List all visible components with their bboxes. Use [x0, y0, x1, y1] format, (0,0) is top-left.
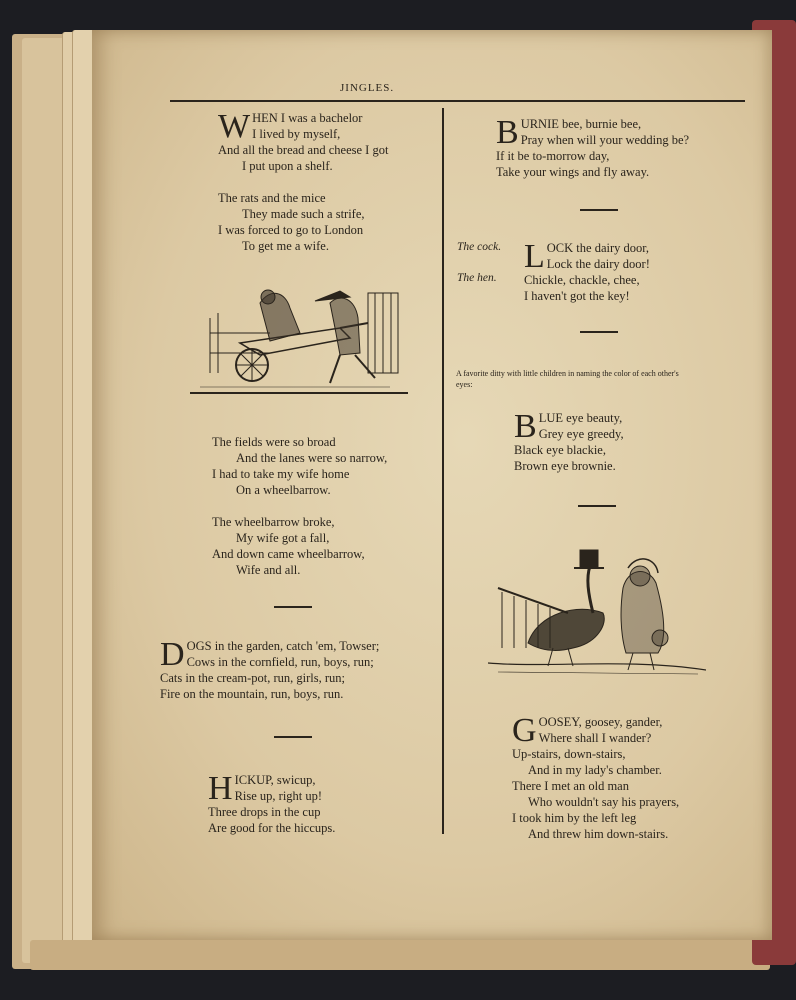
poem-line: Black eye blackie, — [514, 443, 606, 457]
drop-cap: L — [524, 238, 545, 275]
label-hen: The hen. — [457, 272, 497, 284]
eye-color-note-line2: eyes: — [456, 380, 473, 389]
drop-cap: B — [514, 408, 537, 445]
poem-dogs — [160, 636, 380, 702]
section-separator — [274, 606, 312, 608]
poem-line: To get me a wife. — [242, 239, 329, 253]
drop-cap: B — [496, 114, 519, 151]
poem-goosey — [512, 714, 679, 842]
eye-color-note-line1: A favorite ditty with little children in naming the color of each other's — [456, 369, 679, 378]
poem-line: URNIE bee, burnie bee, — [520, 117, 642, 131]
poem-line: Where shall I wander? — [538, 731, 652, 745]
poem-line: They made such a strife, — [242, 207, 365, 221]
poem-line: I had to take my wife home — [212, 467, 350, 481]
poem-line: OCK the dairy door, — [546, 241, 650, 255]
poem-line: There I met an old man — [512, 779, 629, 793]
poem-line: And threw him down-stairs. — [528, 827, 669, 841]
poem-line: I was forced to go to London — [218, 223, 364, 237]
poem-line: I took him by the left leg — [512, 811, 637, 825]
drop-cap: W — [218, 108, 251, 145]
poem-line: Who wouldn't say his prayers, — [528, 795, 680, 809]
poem-line: ICKUP, swicup, — [234, 773, 316, 787]
poem-line: I put upon a shelf. — [242, 159, 333, 173]
poem-line: I haven't got the key! — [524, 289, 630, 303]
poem-lock — [524, 238, 650, 304]
poem-line: And down came wheelbarrow, — [212, 547, 365, 561]
drop-cap: H — [208, 770, 233, 807]
drop-cap: G — [512, 712, 537, 749]
section-separator — [580, 209, 618, 211]
poem-hickup — [208, 772, 335, 836]
poem-line: Wife and all. — [236, 563, 301, 577]
poem-line: Chickle, chackle, chee, — [524, 273, 640, 287]
header-rule — [170, 100, 745, 102]
poem-line: Cats in the cream-pot, run, girls, run; — [160, 671, 346, 685]
poem-line: My wife got a fall, — [236, 531, 330, 545]
poem-line: LUE eye beauty, — [538, 411, 623, 425]
column-rule — [442, 108, 444, 834]
poem-line: Cows in the cornfield, run, boys, run; — [186, 655, 374, 669]
wheelbarrow-illustration — [190, 283, 408, 403]
label-cock: The cock. — [457, 241, 502, 253]
poem-line: And all the bread and cheese I got — [218, 143, 389, 157]
poem-line: And the lanes were so narrow, — [236, 451, 388, 465]
poem-line: Brown eye brownie. — [514, 459, 616, 473]
poem-bachelor-part1 — [218, 110, 388, 254]
poem-line: If it be to-morrow day, — [496, 149, 610, 163]
poem-line: OOSEY, goosey, gander, — [538, 715, 663, 729]
running-head: JINGLES. — [340, 82, 395, 94]
page-bottom-edge — [30, 940, 770, 970]
poem-bachelor-part2 — [212, 434, 387, 578]
poem-line: Up-stairs, down-stairs, — [512, 747, 626, 761]
poem-line: The wheelbarrow broke, — [212, 515, 335, 529]
poem-line: On a wheelbarrow. — [236, 483, 331, 497]
poem-line: OGS in the garden, catch 'em, Towser; — [186, 639, 380, 653]
section-separator — [578, 505, 616, 507]
poem-line: I lived by myself, — [252, 127, 341, 141]
poem-line: Grey eye greedy, — [538, 427, 624, 441]
poem-line: Fire on the mountain, run, boys, run. — [160, 687, 344, 701]
poem-line: HEN I was a bachelor — [252, 111, 363, 125]
poem-line: Are good for the hiccups. — [208, 821, 336, 835]
drop-cap: D — [160, 636, 185, 673]
poem-blue-eye — [514, 408, 624, 474]
section-separator — [580, 331, 618, 333]
poem-line: Three drops in the cup — [208, 805, 321, 819]
poem-line: Rise up, right up! — [234, 789, 323, 803]
poem-line: Take your wings and fly away. — [496, 165, 650, 179]
section-separator — [274, 736, 312, 738]
poem-line: Lock the dairy door! — [546, 257, 650, 271]
poem-line: Pray when will your wedding be? — [520, 133, 690, 147]
poem-line: The rats and the mice — [218, 191, 326, 205]
goosey-gander-illustration — [488, 548, 706, 678]
poem-line: And in my lady's chamber. — [528, 763, 662, 777]
poem-burnie — [496, 114, 690, 180]
poem-line: The fields were so broad — [212, 435, 336, 449]
